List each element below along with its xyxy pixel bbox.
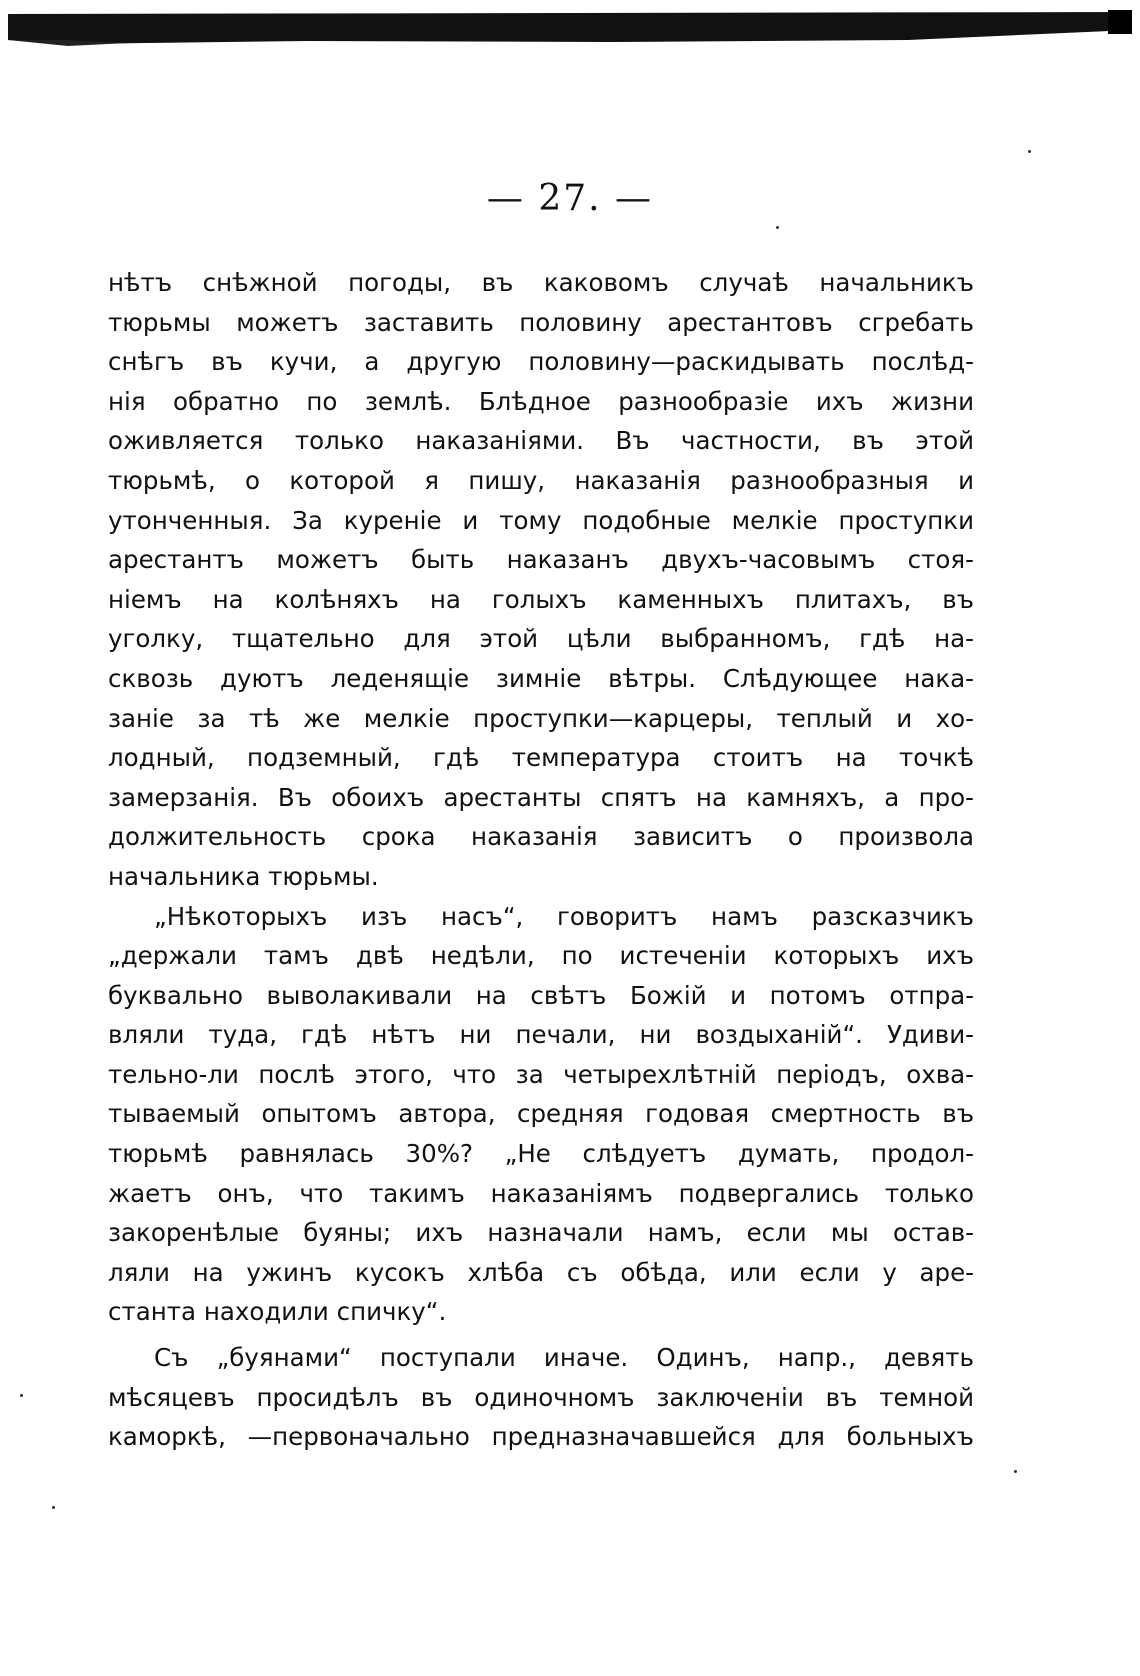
text-line: нія обратно по землѣ. Блѣдное разнообразіе ихъ жизни (108, 386, 974, 416)
text-line: Съ „буянами“ поступали иначе. Одинъ, напр., девять (154, 1343, 974, 1373)
text-line: арестантъ можетъ быть наказанъ двухъ-часовымъ стоя- (108, 545, 974, 575)
scan-speck (776, 226, 779, 229)
text-line: ляли на ужинъ кусокъ хлѣба съ обѣда, или если у аре- (108, 1257, 974, 1287)
text-line: станта находили спичку“. (108, 1297, 447, 1327)
text-line: тюрьмѣ, о которой я пишу, наказанія разнообразныя и (108, 465, 974, 495)
scan-speck (20, 1394, 23, 1397)
paragraph-1 (108, 263, 974, 897)
page-number: — 27. — (486, 178, 654, 219)
text-line: тюрьмы можетъ заставить половину арестантовъ сгребать (108, 307, 974, 337)
text-line: тываемый опытомъ автора, средняя годовая смертность въ (108, 1099, 974, 1129)
scan-speck (1028, 150, 1031, 153)
scan-speck (1014, 1470, 1017, 1473)
text-line: ніемъ на колѣняхъ на голыхъ каменныхъ плитахъ, въ (108, 584, 974, 614)
text-line: сквозь дуютъ леденящіе зимніе вѣтры. Слѣдующее нака- (108, 663, 974, 693)
text-line: должительность срока наказанія зависитъ о произвола (108, 822, 974, 852)
text-line: уголку, тщательно для этой цѣли выбранномъ, гдѣ на- (108, 624, 974, 654)
text-line: начальника тюрьмы. (108, 861, 379, 891)
text-line: утонченныя. За куреніе и тому подобные мелкіе проступки (108, 505, 974, 535)
text-line: снѣгъ въ кучи, а другую половину—раскидывать послѣд- (108, 347, 974, 377)
text-line: „держали тамъ двѣ недѣли, по истеченіи которыхъ ихъ (108, 941, 974, 971)
paragraph-3 (108, 1338, 974, 1457)
text-line: оживляется только наказаніями. Въ частности, въ этой (108, 426, 974, 456)
text-line: вляли туда, гдѣ нѣтъ ни печали, ни воздыханій“. Удиви- (108, 1020, 974, 1050)
text-line: закоренѣлые буяны; ихъ назначали намъ, если мы остав- (108, 1218, 974, 1248)
text-line: замерзанія. Въ обоихъ арестанты спятъ на камняхъ, а про- (108, 782, 974, 812)
text-line: буквально выволакивали на свѣтъ Божій и потомъ отпра- (108, 980, 974, 1010)
scan-edge-artifact (8, 10, 1132, 46)
text-line: тюрьмѣ равнялась 30%? „Не слѣдуетъ думать, продол- (108, 1139, 974, 1169)
body-text (108, 263, 974, 1457)
paragraph-2 (108, 897, 974, 1333)
text-line: мѣсяцевъ просидѣлъ въ одиночномъ заключеніи въ темной (108, 1382, 974, 1412)
text-line: заніе за тѣ же мелкіе проступки—карцеры, теплый и хо- (108, 703, 974, 733)
text-line: лодный, подземный, гдѣ температура стоитъ на точкѣ (108, 743, 974, 773)
text-line: нѣтъ снѣжной погоды, въ каковомъ случаѣ начальникъ (108, 268, 974, 297)
text-line: „Нѣкоторыхъ изъ насъ“, говоритъ намъ разсказчикъ (154, 901, 974, 931)
text-line: каморкѣ, —первоначально предназначавшейся для больныхъ (108, 1422, 974, 1452)
text-line: тельно-ли послѣ этого, что за четырехлѣтній періодъ, охва- (108, 1059, 974, 1089)
scan-speck (52, 1506, 55, 1509)
text-line: жаетъ онъ, что такимъ наказаніямъ подвергались только (108, 1178, 974, 1208)
